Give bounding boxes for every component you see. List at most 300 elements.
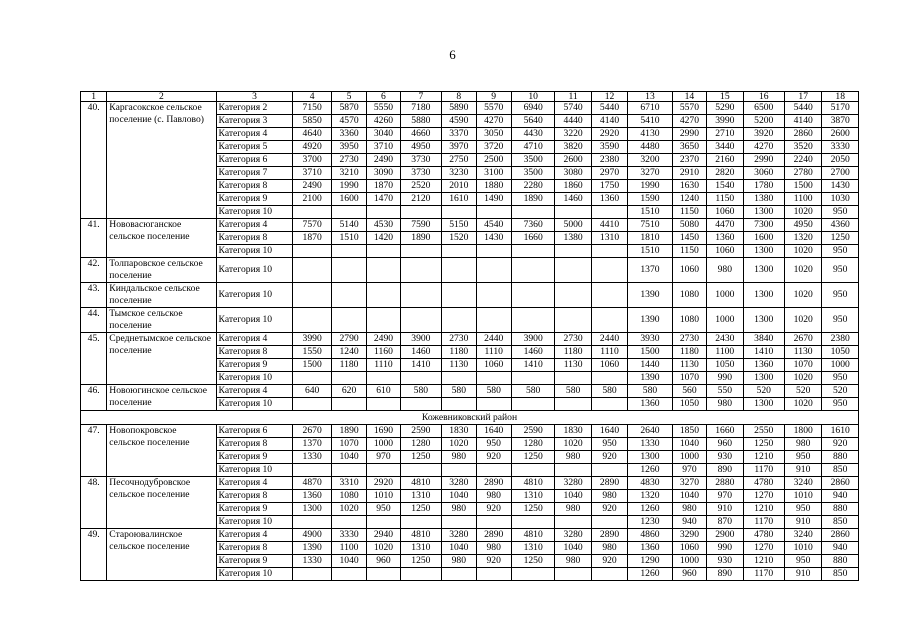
value-cell: 5880 bbox=[400, 115, 441, 128]
value-cell: 930 bbox=[707, 555, 743, 568]
value-cell: 1360 bbox=[628, 542, 673, 555]
value-cell: 1640 bbox=[591, 425, 627, 438]
column-header: 5 bbox=[331, 92, 366, 102]
value-cell: 550 bbox=[707, 385, 743, 398]
value-cell: 890 bbox=[707, 464, 743, 477]
value-cell: 1150 bbox=[672, 245, 706, 258]
value-cell: 3100 bbox=[476, 167, 511, 180]
settlement-number: 43. bbox=[81, 283, 107, 308]
value-cell bbox=[331, 206, 366, 219]
value-cell bbox=[400, 568, 441, 581]
value-cell: 950 bbox=[784, 555, 821, 568]
value-cell bbox=[591, 372, 627, 385]
category-cell: Категория 8 bbox=[216, 180, 293, 193]
value-cell: 1990 bbox=[331, 180, 366, 193]
value-cell: 580 bbox=[511, 385, 555, 398]
value-cell: 980 bbox=[476, 542, 511, 555]
category-cell: Категория 10 bbox=[216, 283, 293, 308]
value-cell: 1460 bbox=[400, 346, 441, 359]
category-cell: Категория 9 bbox=[216, 503, 293, 516]
value-cell: 580 bbox=[591, 385, 627, 398]
value-cell bbox=[591, 245, 627, 258]
value-cell: 4270 bbox=[476, 115, 511, 128]
value-cell: 980 bbox=[442, 555, 476, 568]
value-cell: 7180 bbox=[400, 102, 441, 115]
value-cell bbox=[442, 568, 476, 581]
value-cell: 1000 bbox=[707, 283, 743, 308]
category-cell: Категория 7 bbox=[216, 167, 293, 180]
value-cell: 1330 bbox=[293, 451, 331, 464]
value-cell: 4140 bbox=[591, 115, 627, 128]
value-cell: 1070 bbox=[784, 359, 821, 372]
settlement-name: Новопокровское сельское поселение bbox=[107, 425, 216, 477]
value-cell: 1150 bbox=[672, 206, 706, 219]
value-cell: 910 bbox=[707, 503, 743, 516]
value-cell bbox=[293, 464, 331, 477]
value-cell bbox=[591, 398, 627, 411]
value-cell: 1380 bbox=[555, 232, 591, 245]
value-cell: 2990 bbox=[672, 128, 706, 141]
value-cell: 2920 bbox=[591, 128, 627, 141]
column-header: 15 bbox=[707, 92, 743, 102]
value-cell: 1830 bbox=[555, 425, 591, 438]
category-cell: Категория 9 bbox=[216, 193, 293, 206]
value-cell: 3930 bbox=[628, 333, 673, 346]
value-cell: 2240 bbox=[784, 154, 821, 167]
category-cell: Категория 9 bbox=[216, 451, 293, 464]
value-cell: 1250 bbox=[743, 438, 784, 451]
value-cell: 1880 bbox=[476, 180, 511, 193]
value-cell: 3520 bbox=[784, 141, 821, 154]
value-cell: 3280 bbox=[442, 529, 476, 542]
value-cell: 4710 bbox=[511, 141, 555, 154]
column-header: 18 bbox=[822, 92, 859, 102]
value-cell: 1210 bbox=[743, 555, 784, 568]
table-row bbox=[81, 477, 859, 490]
value-cell: 2490 bbox=[367, 154, 400, 167]
value-cell: 2710 bbox=[707, 128, 743, 141]
category-cell: Категория 10 bbox=[216, 568, 293, 581]
value-cell: 2010 bbox=[442, 180, 476, 193]
value-cell: 3280 bbox=[555, 477, 591, 490]
value-cell: 3220 bbox=[555, 128, 591, 141]
category-cell: Категория 8 bbox=[216, 438, 293, 451]
value-cell: 2670 bbox=[784, 333, 821, 346]
value-cell bbox=[476, 568, 511, 581]
category-cell: Категория 9 bbox=[216, 555, 293, 568]
value-cell: 1150 bbox=[707, 193, 743, 206]
value-cell bbox=[591, 568, 627, 581]
value-cell: 2750 bbox=[442, 154, 476, 167]
value-cell: 1040 bbox=[672, 438, 706, 451]
tariff-table bbox=[80, 91, 859, 581]
value-cell: 1070 bbox=[331, 438, 366, 451]
value-cell bbox=[442, 398, 476, 411]
value-cell: 2160 bbox=[707, 154, 743, 167]
category-cell: Категория 6 bbox=[216, 154, 293, 167]
value-cell: 940 bbox=[672, 516, 706, 529]
value-cell: 1300 bbox=[743, 372, 784, 385]
value-cell: 980 bbox=[555, 555, 591, 568]
value-cell: 950 bbox=[822, 206, 859, 219]
settlement-number: 49. bbox=[81, 529, 107, 581]
value-cell: 1020 bbox=[367, 542, 400, 555]
value-cell: 1860 bbox=[555, 180, 591, 193]
value-cell: 1440 bbox=[628, 359, 673, 372]
value-cell: 1850 bbox=[672, 425, 706, 438]
value-cell: 920 bbox=[822, 438, 859, 451]
value-cell bbox=[555, 372, 591, 385]
settlement-number: 46. bbox=[81, 385, 107, 411]
value-cell bbox=[555, 464, 591, 477]
category-cell: Категория 2 bbox=[216, 102, 293, 115]
value-cell bbox=[476, 516, 511, 529]
value-cell bbox=[367, 308, 400, 333]
value-cell bbox=[367, 516, 400, 529]
value-cell bbox=[367, 206, 400, 219]
value-cell: 4810 bbox=[511, 477, 555, 490]
column-header: 17 bbox=[784, 92, 821, 102]
value-cell bbox=[476, 258, 511, 283]
value-cell: 980 bbox=[591, 490, 627, 503]
value-cell: 5150 bbox=[442, 219, 476, 232]
value-cell: 1180 bbox=[555, 346, 591, 359]
value-cell: 2970 bbox=[591, 167, 627, 180]
value-cell bbox=[331, 464, 366, 477]
value-cell: 950 bbox=[367, 503, 400, 516]
value-cell: 3710 bbox=[293, 167, 331, 180]
value-cell: 3500 bbox=[511, 154, 555, 167]
value-cell: 1990 bbox=[628, 180, 673, 193]
column-header: 2 bbox=[107, 92, 216, 102]
value-cell: 1040 bbox=[442, 490, 476, 503]
value-cell: 3650 bbox=[672, 141, 706, 154]
value-cell: 1590 bbox=[628, 193, 673, 206]
value-cell: 1260 bbox=[628, 464, 673, 477]
settlement-name: Среднетымское сельское поселение bbox=[107, 333, 216, 385]
value-cell bbox=[555, 245, 591, 258]
value-cell: 1830 bbox=[442, 425, 476, 438]
value-cell bbox=[555, 516, 591, 529]
value-cell: 980 bbox=[442, 451, 476, 464]
value-cell: 2430 bbox=[707, 333, 743, 346]
value-cell: 2440 bbox=[591, 333, 627, 346]
value-cell: 1310 bbox=[400, 542, 441, 555]
value-cell: 1410 bbox=[743, 346, 784, 359]
value-cell bbox=[511, 372, 555, 385]
category-cell: Категория 8 bbox=[216, 232, 293, 245]
value-cell: 2600 bbox=[822, 128, 859, 141]
value-cell: 4530 bbox=[367, 219, 400, 232]
value-cell bbox=[367, 258, 400, 283]
value-cell: 1260 bbox=[628, 503, 673, 516]
value-cell: 1330 bbox=[628, 438, 673, 451]
value-cell bbox=[476, 308, 511, 333]
value-cell: 2490 bbox=[293, 180, 331, 193]
value-cell: 1000 bbox=[367, 438, 400, 451]
value-cell: 1130 bbox=[555, 359, 591, 372]
value-cell: 1510 bbox=[628, 206, 673, 219]
category-cell: Категория 5 bbox=[216, 141, 293, 154]
value-cell: 1080 bbox=[672, 308, 706, 333]
value-cell: 7300 bbox=[743, 219, 784, 232]
value-cell bbox=[476, 283, 511, 308]
value-cell: 980 bbox=[555, 503, 591, 516]
value-cell: 4900 bbox=[293, 529, 331, 542]
value-cell: 5570 bbox=[476, 102, 511, 115]
value-cell: 1870 bbox=[367, 180, 400, 193]
value-cell: 1330 bbox=[293, 555, 331, 568]
value-cell: 580 bbox=[400, 385, 441, 398]
category-cell: Категория 10 bbox=[216, 372, 293, 385]
value-cell: 2940 bbox=[367, 529, 400, 542]
value-cell: 3330 bbox=[331, 529, 366, 542]
value-cell bbox=[442, 206, 476, 219]
value-cell bbox=[400, 464, 441, 477]
value-cell: 5200 bbox=[743, 115, 784, 128]
value-cell: 2590 bbox=[511, 425, 555, 438]
value-cell: 5440 bbox=[591, 102, 627, 115]
value-cell: 4440 bbox=[555, 115, 591, 128]
value-cell bbox=[555, 568, 591, 581]
value-cell: 5440 bbox=[784, 102, 821, 115]
value-cell: 3330 bbox=[822, 141, 859, 154]
value-cell bbox=[293, 516, 331, 529]
settlement-name: Новоюгинское сельское поселение bbox=[107, 385, 216, 411]
value-cell: 1020 bbox=[784, 398, 821, 411]
value-cell: 2590 bbox=[400, 425, 441, 438]
value-cell: 2100 bbox=[293, 193, 331, 206]
column-header: 7 bbox=[400, 92, 441, 102]
value-cell bbox=[442, 258, 476, 283]
value-cell: 5850 bbox=[293, 115, 331, 128]
value-cell bbox=[555, 258, 591, 283]
category-cell: Категория 3 bbox=[216, 115, 293, 128]
settlement-number: 42. bbox=[81, 258, 107, 283]
value-cell bbox=[476, 245, 511, 258]
value-cell: 1420 bbox=[367, 232, 400, 245]
value-cell: 3730 bbox=[400, 167, 441, 180]
value-cell: 1100 bbox=[331, 542, 366, 555]
category-cell: Категория 4 bbox=[216, 333, 293, 346]
value-cell: 5740 bbox=[555, 102, 591, 115]
value-cell: 1020 bbox=[784, 283, 821, 308]
value-cell: 980 bbox=[784, 438, 821, 451]
category-cell: Категория 9 bbox=[216, 359, 293, 372]
value-cell: 3950 bbox=[331, 141, 366, 154]
value-cell: 4780 bbox=[743, 477, 784, 490]
value-cell: 1270 bbox=[743, 490, 784, 503]
value-cell: 1020 bbox=[555, 438, 591, 451]
value-cell: 1640 bbox=[476, 425, 511, 438]
value-cell: 1160 bbox=[367, 346, 400, 359]
value-cell: 1250 bbox=[400, 503, 441, 516]
value-cell: 950 bbox=[822, 258, 859, 283]
value-cell: 620 bbox=[331, 385, 366, 398]
value-cell: 1170 bbox=[743, 464, 784, 477]
value-cell: 1000 bbox=[707, 308, 743, 333]
value-cell: 1540 bbox=[707, 180, 743, 193]
settlement-name: Староювалинское сельское поселение bbox=[107, 529, 216, 581]
value-cell: 1750 bbox=[591, 180, 627, 193]
settlement-name: Киндальское сельское поселение bbox=[107, 283, 216, 308]
value-cell: 1130 bbox=[442, 359, 476, 372]
value-cell: 4870 bbox=[293, 477, 331, 490]
value-cell: 3370 bbox=[442, 128, 476, 141]
value-cell bbox=[442, 245, 476, 258]
table-row bbox=[81, 385, 859, 398]
value-cell: 3920 bbox=[743, 128, 784, 141]
value-cell bbox=[331, 516, 366, 529]
value-cell: 1490 bbox=[476, 193, 511, 206]
value-cell bbox=[400, 206, 441, 219]
value-cell: 640 bbox=[293, 385, 331, 398]
value-cell: 1320 bbox=[784, 232, 821, 245]
value-cell: 1660 bbox=[707, 425, 743, 438]
value-cell: 2860 bbox=[822, 529, 859, 542]
value-cell: 2820 bbox=[707, 167, 743, 180]
value-cell: 1500 bbox=[293, 359, 331, 372]
value-cell: 3720 bbox=[476, 141, 511, 154]
value-cell: 1010 bbox=[784, 490, 821, 503]
value-cell: 4810 bbox=[511, 529, 555, 542]
value-cell: 1300 bbox=[743, 245, 784, 258]
value-cell: 950 bbox=[476, 438, 511, 451]
value-cell: 3820 bbox=[555, 141, 591, 154]
value-cell: 1010 bbox=[367, 490, 400, 503]
value-cell: 1600 bbox=[743, 232, 784, 245]
value-cell: 4480 bbox=[628, 141, 673, 154]
value-cell bbox=[400, 372, 441, 385]
value-cell: 960 bbox=[707, 438, 743, 451]
value-cell: 850 bbox=[822, 568, 859, 581]
value-cell: 2380 bbox=[591, 154, 627, 167]
value-cell bbox=[591, 516, 627, 529]
table-row bbox=[81, 258, 859, 283]
value-cell: 1410 bbox=[511, 359, 555, 372]
value-cell: 1370 bbox=[628, 258, 673, 283]
value-cell: 4950 bbox=[784, 219, 821, 232]
category-cell: Категория 10 bbox=[216, 516, 293, 529]
value-cell: 1180 bbox=[442, 346, 476, 359]
value-cell: 920 bbox=[476, 451, 511, 464]
district-name: Кожевниковский район bbox=[81, 411, 859, 425]
value-cell: 950 bbox=[591, 438, 627, 451]
value-cell: 2900 bbox=[707, 529, 743, 542]
value-cell: 2440 bbox=[476, 333, 511, 346]
value-cell: 1240 bbox=[331, 346, 366, 359]
value-cell bbox=[476, 206, 511, 219]
value-cell: 1170 bbox=[743, 568, 784, 581]
value-cell: 520 bbox=[784, 385, 821, 398]
table-row bbox=[81, 333, 859, 346]
value-cell: 3990 bbox=[707, 115, 743, 128]
table-body bbox=[81, 102, 859, 581]
value-cell: 1110 bbox=[476, 346, 511, 359]
value-cell: 1020 bbox=[331, 503, 366, 516]
value-cell bbox=[555, 398, 591, 411]
value-cell: 1360 bbox=[591, 193, 627, 206]
value-cell: 1630 bbox=[672, 180, 706, 193]
value-cell: 1610 bbox=[822, 425, 859, 438]
value-cell: 1020 bbox=[784, 206, 821, 219]
value-cell: 3270 bbox=[628, 167, 673, 180]
value-cell: 4660 bbox=[400, 128, 441, 141]
value-cell: 2730 bbox=[331, 154, 366, 167]
value-cell: 1390 bbox=[628, 308, 673, 333]
column-header: 13 bbox=[628, 92, 673, 102]
value-cell: 1500 bbox=[784, 180, 821, 193]
value-cell bbox=[367, 283, 400, 308]
value-cell: 3200 bbox=[628, 154, 673, 167]
value-cell: 2730 bbox=[672, 333, 706, 346]
settlement-name: Нововасюганское сельское поселение bbox=[107, 219, 216, 258]
value-cell: 1040 bbox=[555, 490, 591, 503]
value-cell: 1310 bbox=[511, 542, 555, 555]
value-cell bbox=[511, 516, 555, 529]
value-cell bbox=[331, 283, 366, 308]
settlement-name: Песочнодубровское сельское поселение bbox=[107, 477, 216, 529]
settlement-number: 40. bbox=[81, 102, 107, 219]
value-cell: 5570 bbox=[672, 102, 706, 115]
value-cell: 1360 bbox=[743, 359, 784, 372]
value-cell: 5290 bbox=[707, 102, 743, 115]
value-cell: 920 bbox=[476, 555, 511, 568]
value-cell: 950 bbox=[822, 245, 859, 258]
value-cell: 1430 bbox=[822, 180, 859, 193]
value-cell: 1080 bbox=[331, 490, 366, 503]
value-cell: 1100 bbox=[707, 346, 743, 359]
value-cell: 2880 bbox=[707, 477, 743, 490]
table-row bbox=[81, 425, 859, 438]
value-cell bbox=[367, 372, 400, 385]
value-cell: 4270 bbox=[743, 141, 784, 154]
value-cell: 1310 bbox=[400, 490, 441, 503]
value-cell: 7150 bbox=[293, 102, 331, 115]
column-header: 14 bbox=[672, 92, 706, 102]
value-cell: 2890 bbox=[476, 477, 511, 490]
value-cell: 1100 bbox=[784, 193, 821, 206]
value-cell: 1310 bbox=[511, 490, 555, 503]
value-cell: 1050 bbox=[707, 359, 743, 372]
category-cell: Категория 6 bbox=[216, 425, 293, 438]
value-cell: 3290 bbox=[672, 529, 706, 542]
value-cell: 1310 bbox=[591, 232, 627, 245]
value-cell: 910 bbox=[784, 568, 821, 581]
value-cell: 1060 bbox=[476, 359, 511, 372]
settlement-number: 45. bbox=[81, 333, 107, 385]
value-cell bbox=[331, 568, 366, 581]
table-header bbox=[81, 92, 859, 102]
value-cell bbox=[367, 464, 400, 477]
value-cell: 1520 bbox=[442, 232, 476, 245]
value-cell bbox=[293, 283, 331, 308]
value-cell: 4540 bbox=[476, 219, 511, 232]
value-cell: 3500 bbox=[511, 167, 555, 180]
value-cell: 3280 bbox=[442, 477, 476, 490]
value-cell bbox=[511, 464, 555, 477]
category-cell: Категория 4 bbox=[216, 385, 293, 398]
value-cell: 2050 bbox=[822, 154, 859, 167]
value-cell: 1510 bbox=[331, 232, 366, 245]
value-cell bbox=[367, 245, 400, 258]
value-cell: 2670 bbox=[293, 425, 331, 438]
value-cell: 2890 bbox=[591, 529, 627, 542]
value-cell bbox=[511, 568, 555, 581]
value-cell: 2730 bbox=[442, 333, 476, 346]
district-row bbox=[81, 411, 859, 425]
value-cell: 1360 bbox=[707, 232, 743, 245]
